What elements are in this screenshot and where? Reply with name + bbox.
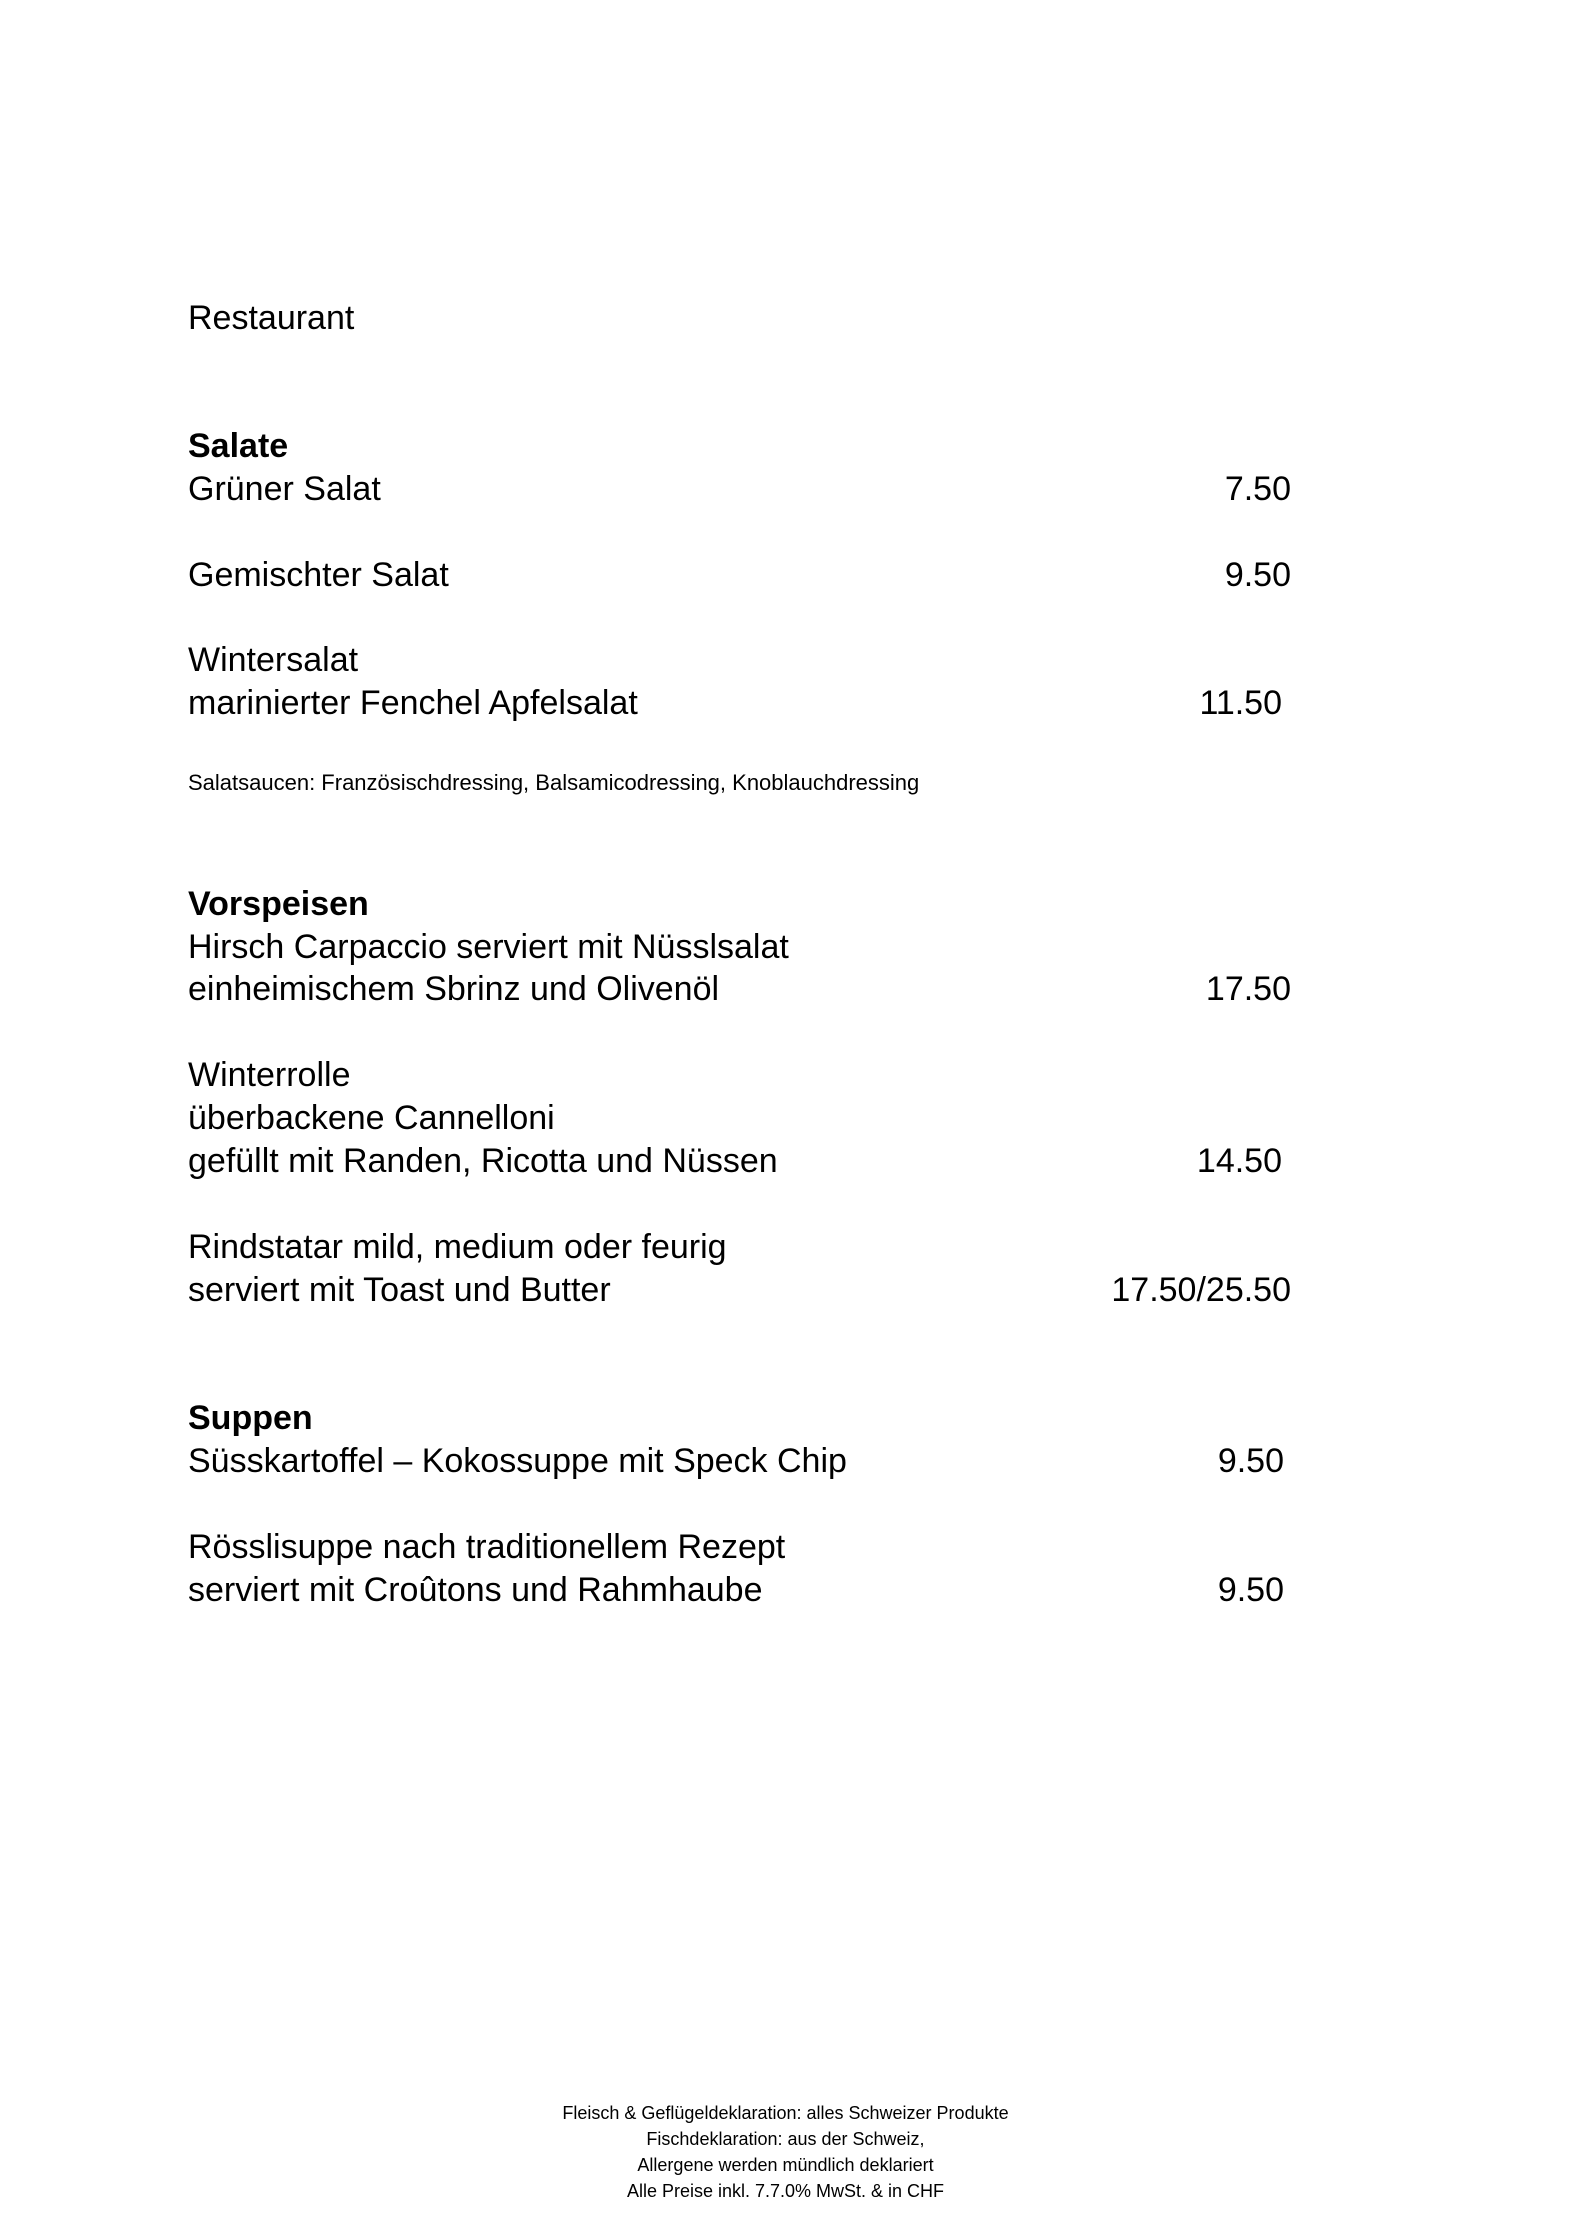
menu-item-line: Rindstatar mild, medium oder feurig bbox=[188, 1228, 727, 1266]
menu-item-line: serviert mit Toast und Butter bbox=[188, 1271, 611, 1309]
menu-item-price: 9.50 bbox=[1224, 556, 1291, 594]
page-title: Restaurant bbox=[188, 299, 355, 337]
section-heading-salate: Salate bbox=[188, 427, 289, 465]
dressing-note: Salatsaucen: Französischdressing, Balsamicodressing, Knoblauchdressing bbox=[188, 770, 920, 795]
menu-item-line: Hirsch Carpaccio serviert mit Nüsslsalat bbox=[188, 928, 789, 966]
footer-declaration bbox=[0, 2100, 1571, 2204]
section-heading-suppen: Suppen bbox=[188, 1399, 313, 1437]
menu-item-line: serviert mit Croûtons und Rahmhaube bbox=[188, 1571, 763, 1609]
footer-line: Allergene werden mündlich deklariert bbox=[637, 2155, 934, 2175]
menu-item-line: Rösslisuppe nach traditionellem Rezept bbox=[188, 1528, 786, 1566]
menu-item-line: überbackene Cannelloni bbox=[188, 1099, 555, 1137]
menu-item-price: 14.50 bbox=[1196, 1142, 1282, 1180]
menu-item-price: 17.50 bbox=[1205, 970, 1291, 1008]
footer-line: Fischdeklaration: aus der Schweiz, bbox=[646, 2129, 925, 2149]
menu-item-price: 9.50 bbox=[1217, 1571, 1284, 1609]
section-heading-vorspeisen: Vorspeisen bbox=[188, 885, 369, 923]
menu-item-line: Süsskartoffel – Kokossuppe mit Speck Chip bbox=[188, 1442, 847, 1480]
menu-item-price: 11.50 bbox=[1199, 684, 1282, 722]
footer-line: Fleisch & Geflügeldeklaration: alles Schweizer Produkte bbox=[562, 2103, 1009, 2123]
menu-item-line: Grüner Salat bbox=[188, 470, 381, 508]
menu-item-price: 7.50 bbox=[1224, 470, 1291, 508]
footer-line: Alle Preise inkl. 7.7.0% MwSt. & in CHF bbox=[626, 2181, 945, 2201]
menu-item-line: einheimischem Sbrinz und Olivenöl bbox=[188, 970, 720, 1008]
menu-item-line: Winterrolle bbox=[188, 1056, 351, 1094]
menu-item-price: 17.50/25.50 bbox=[1111, 1271, 1291, 1309]
menu-item-line: Gemischter Salat bbox=[188, 556, 449, 594]
menu-item-line: gefüllt mit Randen, Ricotta und Nüssen bbox=[188, 1142, 778, 1180]
menu-item-line: marinierter Fenchel Apfelsalat bbox=[188, 684, 638, 722]
menu-item-line: Wintersalat bbox=[188, 641, 359, 679]
menu-item-price: 9.50 bbox=[1217, 1442, 1284, 1480]
